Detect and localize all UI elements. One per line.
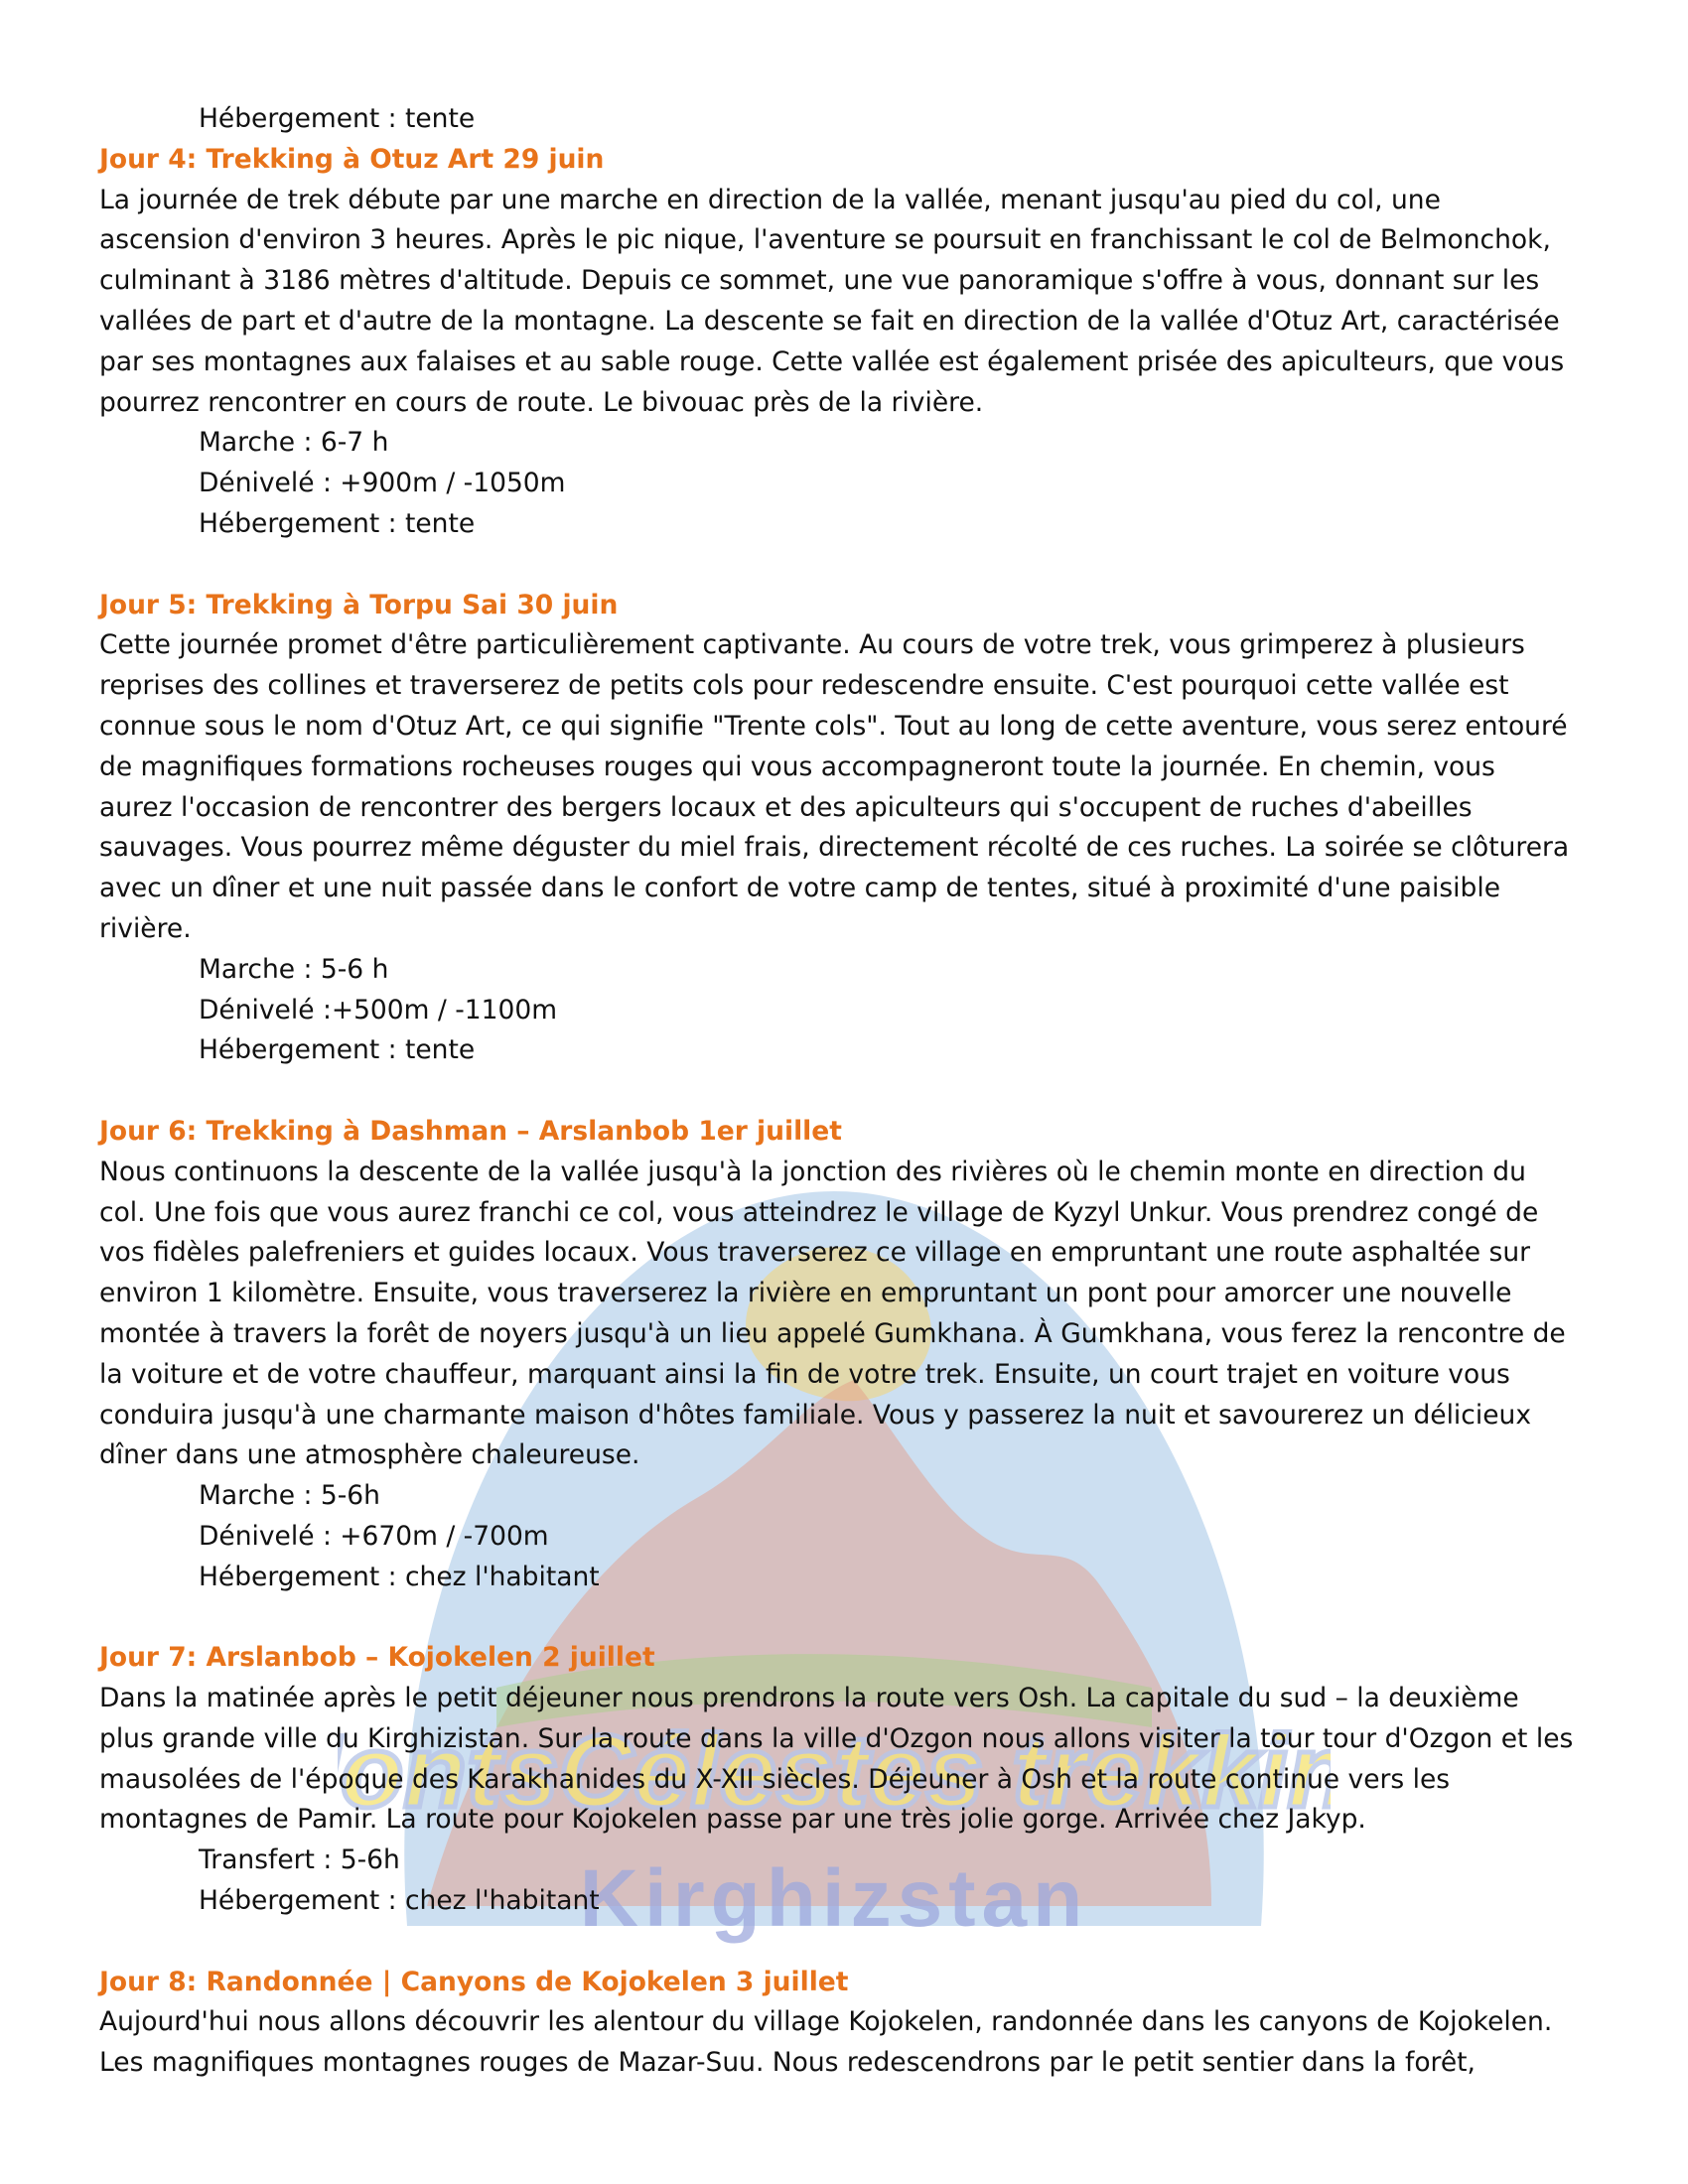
paragraph-line: ascension d'environ 3 heures. Après le pic nique, l'aventure se poursuit en franchissant le col de Belmonchok, bbox=[99, 224, 1551, 256]
paragraph-line: par ses montagnes aux falaises et au sable rouge. Cette vallée est également prisée des apiculteurs, que vous bbox=[99, 345, 1565, 377]
day-section bbox=[99, 586, 1609, 1072]
detail-line: Hébergement : chez l'habitant bbox=[199, 1561, 600, 1592]
paragraph-line: environ 1 kilomètre. Ensuite, vous traverserez la rivière en empruntant un pont pour amorcer une nouvelle bbox=[99, 1278, 1512, 1309]
section-spacer bbox=[99, 1071, 1609, 1112]
day-title: Jour 5: Trekking à Torpu Sai 30 juin bbox=[99, 589, 619, 620]
paragraph-line: sauvages. Vous pourrez même déguster du miel frais, directement récolté de ces ruches. La soirée se clôturera bbox=[99, 832, 1570, 864]
paragraph-line: Les magnifiques montagnes rouges de Mazar-Suu. Nous redescendrons par le petit sentier dans la forêt, bbox=[99, 2047, 1476, 2079]
day-title: Jour 7: Arslanbob – Kojokelen 2 juillet bbox=[99, 1642, 655, 1674]
paragraph-line: pourrez rencontrer en cours de route. Le bivouac près de la rivière. bbox=[99, 386, 984, 418]
detail-line: Transfert : 5-6h bbox=[199, 1844, 400, 1876]
day-section bbox=[99, 1112, 1609, 1598]
paragraph-line: connue sous le nom d'Otuz Art, ce qui signifie "Trente cols". Tout au long de cette aventure, vous serez entouré bbox=[99, 710, 1568, 742]
paragraph-line: rivière. bbox=[99, 912, 192, 944]
document-body bbox=[99, 99, 1609, 2084]
detail-line: Marche : 5-6h bbox=[199, 1480, 380, 1512]
section-spacer bbox=[99, 1597, 1609, 1638]
paragraph-line: la voiture et de votre chauffeur, marquant ainsi la fin de votre trek. Ensuite, un court trajet en voiture vous bbox=[99, 1358, 1510, 1390]
paragraph-line: Nous continuons la descente de la vallée jusqu'à la jonction des rivières où le chemin monte en direction du bbox=[99, 1156, 1526, 1187]
paragraph-line: reprises des collines et traverserez de petits cols pour redescendre ensuite. C'est pourquoi cette vallée est bbox=[99, 670, 1509, 702]
day-list bbox=[99, 140, 1609, 2084]
paragraph-line: Dans la matinée après le petit déjeuner nous prendrons la route vers Osh. La capitale du sud – la deuxième bbox=[99, 1683, 1519, 1714]
day-section bbox=[99, 1963, 1609, 2084]
paragraph-line: La journée de trek débute par une marche en direction de la vallée, menant jusqu'au pied du col, une bbox=[99, 184, 1441, 215]
day-title: Jour 8: Randonnée | Canyons de Kojokelen 3 juillet bbox=[99, 1966, 849, 1997]
day-title: Jour 6: Trekking à Dashman – Arslanbob 1er juillet bbox=[99, 1115, 842, 1147]
paragraph-line: montée à travers la forêt de noyers jusqu'à un lieu appelé Gumkhana. À Gumkhana, vous ferez la rencontre de bbox=[99, 1317, 1566, 1349]
detail-line: Marche : 6-7 h bbox=[199, 427, 389, 459]
paragraph-line: mausolées de l'époque des Karakhanides du X-XII siècles. Déjeuner à Osh et la route continue vers les bbox=[99, 1763, 1451, 1795]
detail-line: Hébergement : tente bbox=[199, 1034, 476, 1066]
paragraph-line: col. Une fois que vous aurez franchi ce col, vous atteindrez le village de Kyzyl Unkur. Vous prendrez congé de bbox=[99, 1196, 1539, 1228]
watermark-subtitle: Kirghizstan bbox=[579, 1853, 1089, 1944]
paragraph-line: Cette journée promet d'être particulièrement captivante. Au cours de votre trek, vous grimperez à plusieurs bbox=[99, 629, 1525, 661]
watermark-title: ontsCélestes trekki bbox=[340, 1714, 1288, 1830]
section-spacer bbox=[99, 545, 1609, 586]
paragraph-line: culminant à 3186 mètres d'altitude. Depuis ce sommet, une vue panoramique s'offre à vous, donnant sur les bbox=[99, 265, 1540, 297]
day-title: Jour 4: Trekking à Otuz Art 29 juin bbox=[99, 143, 605, 175]
paragraph-line: de magnifiques formations rocheuses rouges qui vous accompagneront toute la journée. En chemin, vous bbox=[99, 751, 1495, 782]
detail-line: Marche : 5-6 h bbox=[199, 953, 389, 985]
paragraph-line: montagnes de Pamir. La route pour Kojokelen passe par une très jolie gorge. Arrivée chez Jakyp. bbox=[99, 1804, 1366, 1836]
detail-line: Hébergement : tente bbox=[199, 507, 476, 539]
detail-line: Dénivelé : +900m / -1050m bbox=[199, 468, 566, 499]
detail-line: Dénivelé : +670m / -700m bbox=[199, 1520, 549, 1552]
paragraph-line: aurez l'occasion de rencontrer des bergers locaux et des apiculteurs qui s'occupent de ruches d'abeilles bbox=[99, 791, 1473, 823]
accommodation-line: Hébergement : tente bbox=[199, 103, 476, 134]
day-section bbox=[99, 140, 1609, 545]
paragraph-line: vallées de part et d'autre de la montagne. La descente se fait en direction de la vallée d'Otuz Art, caractérisée bbox=[99, 305, 1560, 337]
paragraph-line: vos fidèles palefreniers et guides locaux. Vous traverserez ce village en empruntant une route asphaltée sur bbox=[99, 1237, 1531, 1269]
paragraph-line: dîner dans une atmosphère chaleureuse. bbox=[99, 1439, 640, 1471]
day-section bbox=[99, 1638, 1609, 1922]
paragraph-line: Aujourd'hui nous allons découvrir les alentour du village Kojokelen, randonnée dans les canyons de Kojokelen. bbox=[99, 2006, 1553, 2038]
paragraph-line: conduira jusqu'à une charmante maison d'hôtes familiale. Vous y passerez la nuit et savourerez un délicieux bbox=[99, 1399, 1532, 1431]
section-spacer bbox=[99, 1922, 1609, 1963]
paragraph-line: plus grande ville du Kirghizistan. Sur la route dans la ville d'Ozgon nous allons visiter la tour tour d'Ozgon et les bbox=[99, 1722, 1574, 1754]
paragraph-line: avec un dîner et une nuit passée dans le confort de votre camp de tentes, situé à proximité d'une paisible bbox=[99, 873, 1500, 904]
detail-line: Dénivelé :+500m / -1100m bbox=[199, 994, 558, 1025]
detail-line: Hébergement : chez l'habitant bbox=[199, 1885, 600, 1917]
